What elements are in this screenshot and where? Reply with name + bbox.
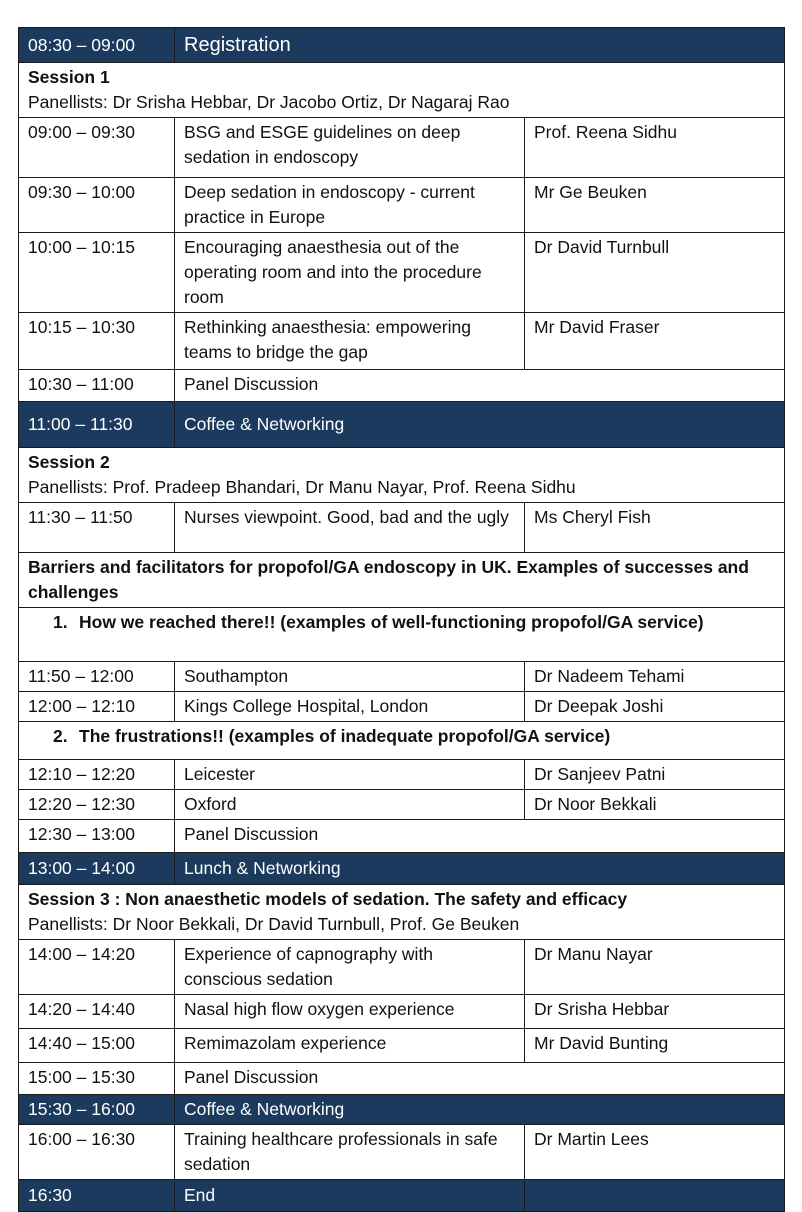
talk-title: Oxford xyxy=(175,790,525,820)
speaker-cell: Dr Martin Lees xyxy=(525,1125,785,1180)
time-cell: 16:30 xyxy=(19,1180,175,1212)
session-panellists: Panellists: Dr Srisha Hebbar, Dr Jacobo Ortiz, Dr Nagaraj Rao xyxy=(28,92,510,112)
registration-label: Registration xyxy=(175,28,785,63)
time-cell: 14:40 – 15:00 xyxy=(19,1029,175,1063)
time-cell: 11:00 – 11:30 xyxy=(19,402,175,448)
talk-title: BSG and ESGE guidelines on deep sedation in endoscopy xyxy=(175,118,525,178)
speaker-cell: Dr Deepak Joshi xyxy=(525,692,785,722)
table-row xyxy=(19,790,785,820)
talk-title: Nasal high flow oxygen experience xyxy=(175,995,525,1029)
table-row xyxy=(19,662,785,692)
agenda-table xyxy=(18,27,785,1212)
time-cell: 12:00 – 12:10 xyxy=(19,692,175,722)
time-cell: 15:30 – 16:00 xyxy=(19,1095,175,1125)
time-cell: 13:00 – 14:00 xyxy=(19,853,175,885)
time-cell: 14:20 – 14:40 xyxy=(19,995,175,1029)
list-number: 2. xyxy=(53,726,68,746)
time-cell: 12:10 – 12:20 xyxy=(19,760,175,790)
end-label: End xyxy=(175,1180,525,1212)
table-row xyxy=(19,233,785,313)
session-panellists: Panellists: Dr Noor Bekkali, Dr David Turnbull, Prof. Ge Beuken xyxy=(28,914,520,934)
session-header xyxy=(19,448,785,503)
table-row xyxy=(19,760,785,790)
time-cell: 12:20 – 12:30 xyxy=(19,790,175,820)
session-panellists: Panellists: Prof. Pradeep Bhandari, Dr Manu Nayar, Prof. Reena Sidhu xyxy=(28,477,576,497)
time-cell: 11:50 – 12:00 xyxy=(19,662,175,692)
table-row xyxy=(19,1125,785,1180)
table-row xyxy=(19,692,785,722)
speaker-cell: Mr David Fraser xyxy=(525,313,785,370)
talk-title: Panel Discussion xyxy=(175,370,785,402)
time-cell: 08:30 – 09:00 xyxy=(19,28,175,63)
table-row xyxy=(19,940,785,995)
talk-title: Panel Discussion xyxy=(175,820,785,853)
speaker-cell: Prof. Reena Sidhu xyxy=(525,118,785,178)
end-row xyxy=(19,1180,785,1212)
speaker-cell: Dr Sanjeev Patni xyxy=(525,760,785,790)
talk-title: Remimazolam experience xyxy=(175,1029,525,1063)
table-row xyxy=(19,370,785,402)
registration-row xyxy=(19,28,785,63)
session-title: Session 2 xyxy=(28,452,110,472)
session-header xyxy=(19,63,785,118)
subsection-heading: How we reached there!! (examples of well-functioning propofol/GA service) xyxy=(79,612,704,632)
talk-title: Encouraging anaesthesia out of the operating room and into the procedure room xyxy=(175,233,525,313)
time-cell: 11:30 – 11:50 xyxy=(19,503,175,553)
speaker-cell: Mr David Bunting xyxy=(525,1029,785,1063)
talk-title: Deep sedation in endoscopy - current practice in Europe xyxy=(175,178,525,233)
talk-title: Leicester xyxy=(175,760,525,790)
section-heading-row xyxy=(19,553,785,608)
table-row xyxy=(19,503,785,553)
talk-title: Nurses viewpoint. Good, bad and the ugly xyxy=(175,503,525,553)
empty-cell xyxy=(525,1180,785,1212)
table-row xyxy=(19,178,785,233)
speaker-cell: Dr Nadeem Tehami xyxy=(525,662,785,692)
table-row xyxy=(19,820,785,853)
speaker-cell: Ms Cheryl Fish xyxy=(525,503,785,553)
table-row xyxy=(19,995,785,1029)
session-header xyxy=(19,885,785,940)
time-cell: 09:00 – 09:30 xyxy=(19,118,175,178)
time-cell: 15:00 – 15:30 xyxy=(19,1063,175,1095)
time-cell: 16:00 – 16:30 xyxy=(19,1125,175,1180)
barriers-heading: Barriers and facilitators for propofol/GA endoscopy in UK. Examples of successes and challenges xyxy=(19,553,785,608)
talk-title: Kings College Hospital, London xyxy=(175,692,525,722)
time-cell: 14:00 – 14:20 xyxy=(19,940,175,995)
subsection-heading: The frustrations!! (examples of inadequate propofol/GA service) xyxy=(79,726,611,746)
break-label: Lunch & Networking xyxy=(175,853,785,885)
table-row xyxy=(19,313,785,370)
speaker-cell: Dr Srisha Hebbar xyxy=(525,995,785,1029)
speaker-cell: Dr Noor Bekkali xyxy=(525,790,785,820)
table-row xyxy=(19,1063,785,1095)
talk-title: Rethinking anaesthesia: empowering teams to bridge the gap xyxy=(175,313,525,370)
speaker-cell: Dr David Turnbull xyxy=(525,233,785,313)
session-title: Session 3 : Non anaesthetic models of sedation. The safety and efficacy xyxy=(28,889,628,909)
talk-title: Training healthcare professionals in safe sedation xyxy=(175,1125,525,1180)
subsection-heading-row xyxy=(19,722,785,760)
break-label: Coffee & Networking xyxy=(175,402,785,448)
talk-title: Panel Discussion xyxy=(175,1063,785,1095)
break-row xyxy=(19,402,785,448)
time-cell: 12:30 – 13:00 xyxy=(19,820,175,853)
list-number: 1. xyxy=(53,612,68,632)
talk-title: Southampton xyxy=(175,662,525,692)
talk-title: Experience of capnography with conscious sedation xyxy=(175,940,525,995)
speaker-cell: Mr Ge Beuken xyxy=(525,178,785,233)
speaker-cell: Dr Manu Nayar xyxy=(525,940,785,995)
table-row xyxy=(19,118,785,178)
time-cell: 10:00 – 10:15 xyxy=(19,233,175,313)
break-label: Coffee & Networking xyxy=(175,1095,785,1125)
break-row xyxy=(19,1095,785,1125)
session-title: Session 1 xyxy=(28,67,110,87)
time-cell: 10:15 – 10:30 xyxy=(19,313,175,370)
time-cell: 09:30 – 10:00 xyxy=(19,178,175,233)
subsection-heading-row xyxy=(19,608,785,662)
break-row xyxy=(19,853,785,885)
time-cell: 10:30 – 11:00 xyxy=(19,370,175,402)
table-row xyxy=(19,1029,785,1063)
